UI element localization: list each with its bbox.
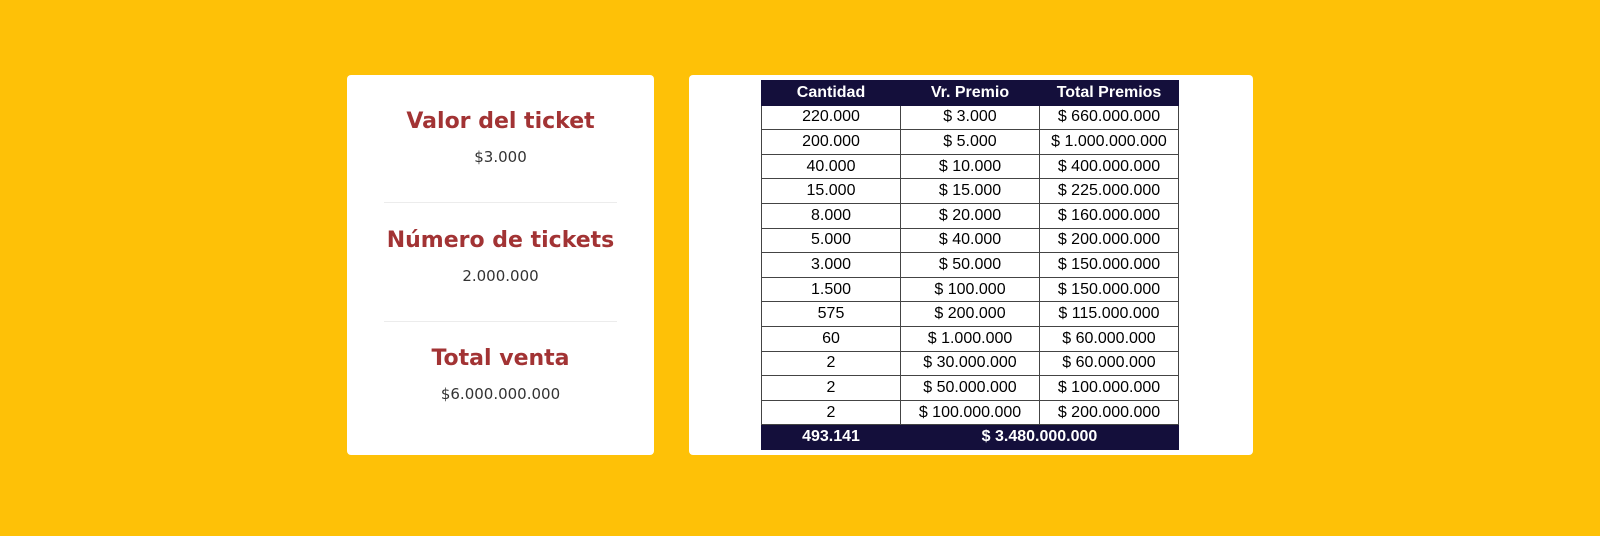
header-quantity: Cantidad [762, 81, 901, 106]
cell-total-prizes: $ 115.000.000 [1040, 302, 1179, 327]
cell-prize-value: $ 20.000 [901, 203, 1040, 228]
table-row [762, 154, 1179, 179]
table-row [762, 277, 1179, 302]
table-row [762, 326, 1179, 351]
cell-prize-value: $ 10.000 [901, 154, 1040, 179]
footer-total-prizes: $ 3.480.000.000 [901, 425, 1179, 450]
cell-quantity: 2 [762, 351, 901, 376]
ticket-count-block [347, 228, 654, 285]
table-row [762, 351, 1179, 376]
cell-quantity: 2 [762, 376, 901, 401]
cell-prize-value: $ 30.000.000 [901, 351, 1040, 376]
cell-quantity: 220.000 [762, 105, 901, 130]
table-row [762, 179, 1179, 204]
table-row [762, 376, 1179, 401]
cell-prize-value: $ 50.000 [901, 253, 1040, 278]
cell-quantity: 60 [762, 326, 901, 351]
cell-prize-value: $ 40.000 [901, 228, 1040, 253]
cell-prize-value: $ 3.000 [901, 105, 1040, 130]
cell-prize-value: $ 50.000.000 [901, 376, 1040, 401]
footer-total-quantity: 493.141 [762, 425, 901, 450]
ticket-count-title: Número de tickets [386, 228, 615, 253]
cell-prize-value: $ 200.000 [901, 302, 1040, 327]
total-sales-title: Total venta [431, 346, 570, 371]
cell-quantity: 15.000 [762, 179, 901, 204]
ticket-value-amount: $3.000 [474, 148, 527, 166]
cell-total-prizes: $ 1.000.000.000 [1040, 130, 1179, 155]
cell-prize-value: $ 15.000 [901, 179, 1040, 204]
cell-total-prizes: $ 60.000.000 [1040, 326, 1179, 351]
cell-total-prizes: $ 100.000.000 [1040, 376, 1179, 401]
cell-total-prizes: $ 400.000.000 [1040, 154, 1179, 179]
prize-table [761, 80, 1179, 450]
cell-prize-value: $ 100.000 [901, 277, 1040, 302]
cell-quantity: 1.500 [762, 277, 901, 302]
cell-quantity: 3.000 [762, 253, 901, 278]
cell-total-prizes: $ 60.000.000 [1040, 351, 1179, 376]
cell-quantity: 575 [762, 302, 901, 327]
cell-total-prizes: $ 150.000.000 [1040, 277, 1179, 302]
ticket-value-title: Valor del ticket [406, 109, 595, 134]
cell-prize-value: $ 1.000.000 [901, 326, 1040, 351]
cell-prize-value: $ 100.000.000 [901, 400, 1040, 425]
cell-quantity: 8.000 [762, 203, 901, 228]
total-sales-block [347, 346, 654, 403]
cell-total-prizes: $ 200.000.000 [1040, 400, 1179, 425]
divider [384, 202, 617, 203]
divider [384, 321, 617, 322]
ticket-count-amount: 2.000.000 [462, 267, 539, 285]
table-row [762, 228, 1179, 253]
cell-total-prizes: $ 160.000.000 [1040, 203, 1179, 228]
table-row [762, 105, 1179, 130]
prize-table-card [689, 75, 1253, 455]
table-row [762, 130, 1179, 155]
table-row [762, 203, 1179, 228]
cell-quantity: 200.000 [762, 130, 901, 155]
table-row [762, 302, 1179, 327]
total-sales-amount: $6.000.000.000 [440, 385, 561, 403]
cell-total-prizes: $ 200.000.000 [1040, 228, 1179, 253]
ticket-info-card [347, 75, 654, 455]
table-footer-row [762, 425, 1179, 450]
cell-quantity: 5.000 [762, 228, 901, 253]
header-total-prizes: Total Premios [1040, 81, 1179, 106]
cell-prize-value: $ 5.000 [901, 130, 1040, 155]
cell-quantity: 2 [762, 400, 901, 425]
cell-total-prizes: $ 225.000.000 [1040, 179, 1179, 204]
header-prize-value: Vr. Premio [901, 81, 1040, 106]
cell-total-prizes: $ 150.000.000 [1040, 253, 1179, 278]
table-row [762, 253, 1179, 278]
cell-quantity: 40.000 [762, 154, 901, 179]
table-header-row [762, 81, 1179, 106]
ticket-value-block [347, 109, 654, 166]
table-row [762, 400, 1179, 425]
cell-total-prizes: $ 660.000.000 [1040, 105, 1179, 130]
